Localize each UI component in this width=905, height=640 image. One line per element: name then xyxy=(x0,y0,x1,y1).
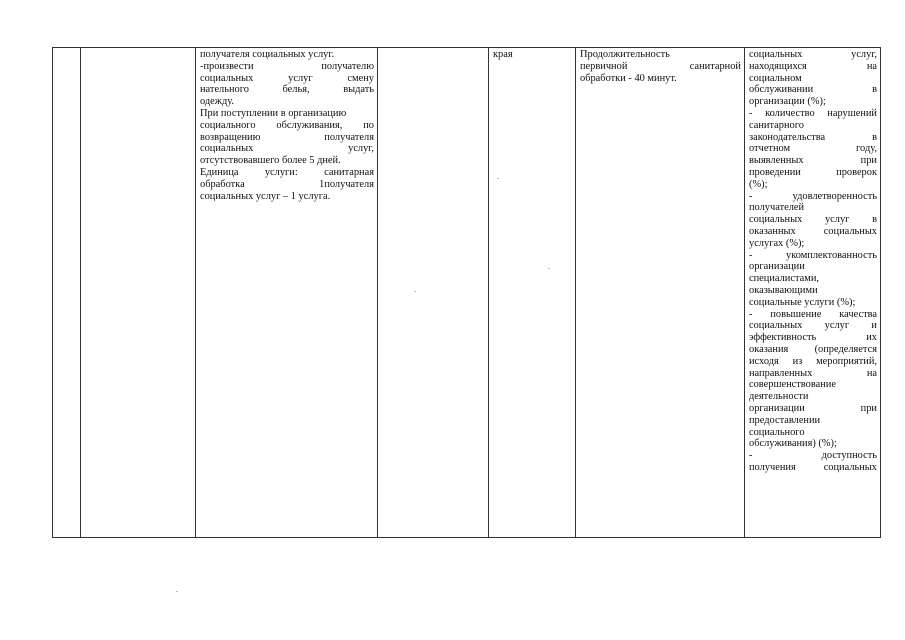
cell-region xyxy=(489,48,576,538)
text-line: возвращению получателя xyxy=(200,131,374,143)
text-line: организации xyxy=(749,261,805,273)
text-line: социальных услуг – 1 услуга. xyxy=(200,190,331,202)
text-line: социальных услуг в xyxy=(749,214,877,226)
text-line: обслуживания) (%); xyxy=(749,438,837,450)
text-line: выявленных при xyxy=(749,155,877,167)
scan-speck xyxy=(497,178,499,179)
text-line: социальных услуг, xyxy=(200,143,374,155)
text-line: социальном xyxy=(749,72,802,84)
text-line: получателей xyxy=(749,202,805,214)
service-standard-table xyxy=(52,47,881,538)
text-line: проведении проверок xyxy=(749,166,877,178)
text-line: - укомплектованность xyxy=(749,249,877,261)
text-line: услугах (%); xyxy=(749,237,805,249)
text-line: организации (%); xyxy=(749,96,826,108)
region-text: края xyxy=(493,49,513,60)
text-line: направленных на xyxy=(749,367,877,379)
text-line: социального xyxy=(749,426,805,438)
cell-empty xyxy=(378,48,489,538)
text-line: социальных услуг, xyxy=(749,49,877,60)
text-line: находящихся на xyxy=(749,60,877,72)
text-line: - доступность xyxy=(749,450,877,462)
cell-service-description xyxy=(196,48,378,538)
text-line: (%); xyxy=(749,178,768,190)
text-line: оказывающими xyxy=(749,284,818,296)
text-line: обработки - 40 минут. xyxy=(580,72,677,84)
text-line: При поступлении в организацию xyxy=(200,107,347,119)
text-line: социальные услуги (%); xyxy=(749,296,856,308)
cell-service-name xyxy=(81,48,196,538)
cell-quality-indicators xyxy=(745,48,881,538)
text-line: Единица услуги: санитарная xyxy=(200,166,374,178)
text-line: совершенствование xyxy=(749,379,836,391)
text-line: - повышение качества xyxy=(749,308,877,320)
text-line: - удовлетворенность xyxy=(749,190,877,202)
text-line: обработка 1получателя xyxy=(200,178,374,190)
scan-speck xyxy=(548,268,550,269)
text-line: отсутствовавшего более 5 дней. xyxy=(200,155,341,167)
text-line: предоставлении xyxy=(749,414,821,426)
table-row xyxy=(53,48,881,538)
text-line: - количество нарушений xyxy=(749,107,877,119)
text-line: Продолжительность xyxy=(580,49,670,60)
text-line: специалистами, xyxy=(749,273,819,285)
text-line: отчетном году, xyxy=(749,143,877,155)
text-line: социальных услуг смену xyxy=(200,72,374,84)
text-line: оказания (определяется xyxy=(749,343,877,355)
scan-speck xyxy=(414,291,416,292)
text-line: законодательства в xyxy=(749,131,877,143)
text-line: -произвести получателю xyxy=(200,60,374,72)
text-line: санитарного xyxy=(749,119,804,131)
text-line: обслуживании в xyxy=(749,84,877,96)
text-line: одежду. xyxy=(200,96,235,108)
text-line: социального обслуживания, по xyxy=(200,119,374,131)
cell-index xyxy=(53,48,81,538)
text-line: социальных услуг и xyxy=(749,320,877,332)
text-line: получения социальных xyxy=(749,461,877,473)
text-line: исходя из мероприятий, xyxy=(749,355,877,367)
text-line: организации при xyxy=(749,402,877,414)
text-line: эффективность их xyxy=(749,332,877,344)
text-line: деятельности xyxy=(749,391,809,403)
text-line: получателя социальных услуг. xyxy=(200,49,335,60)
text-line: нательного белья, выдать xyxy=(200,84,374,96)
text-line: оказанных социальных xyxy=(749,225,877,237)
cell-duration xyxy=(576,48,745,538)
scan-speck xyxy=(176,591,178,592)
text-line: первичной санитарной xyxy=(580,60,741,72)
